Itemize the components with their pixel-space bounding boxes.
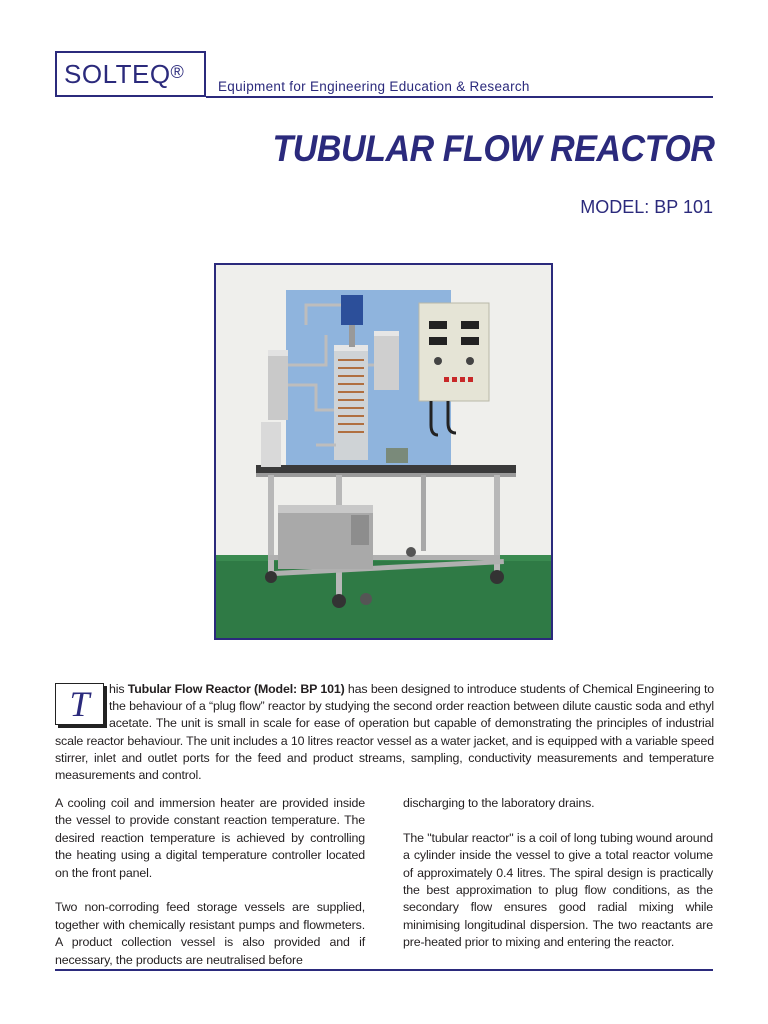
header-divider <box>206 96 713 98</box>
paragraph: Two non-corroding feed storage vessels are supplied, together with chemically resistant pumps and flowmeters. A product collection vessel is also provided and if necessary, the products are neutralised before <box>55 900 365 967</box>
intro-paragraph: his Tubular Flow Reactor (Model: BP 101) has been designed to introduce students of Chemical Engineering to the behaviour of a “plug flow” reactor by studying the second order reaction between dilute caustic soda and ethyl acetate. The unit is small in scale for ease of operation but capable of demonstrating the principles of industrial scale reactor behaviour. The unit includes a 10 litres reactor vessel as a water jacket, and is equipped with a variable speed stirrer, inlet and outlet ports for the feed and product streams, sampling, conductivity measurements and temperature measurements and control. <box>55 682 714 783</box>
brand-logo <box>55 51 206 97</box>
model-number: MODEL: BP 101 <box>580 197 713 217</box>
footer-divider <box>55 969 713 971</box>
product-name: Tubular Flow Reactor (Model: BP 101) <box>127 682 345 696</box>
paragraph: The "tubular reactor" is a coil of long tubing wound around a cylinder inside the vessel to give a total reactor volume of approximately 0.4 litres. The spiral design is practically the best approximation to plug flow conditions, as the secondary flow ensures good radial mixing while minimising longitudinal dispersion. The two reactants are pre-heated prior to mixing and entering the reactor. <box>403 830 713 950</box>
paragraph: A cooling coil and immersion heater are provided inside the vessel to provide constant reaction temperature. The desired reaction temperature is achieved by controlling the heating using a digital temperature controller located on the front panel. <box>55 796 365 880</box>
brand-tagline: Equipment for Engineering Education & Research <box>218 79 530 94</box>
logo-wordmark: SOLTEQ® <box>64 59 185 89</box>
body-column-right <box>403 795 713 969</box>
product-photo <box>214 263 553 640</box>
body-column-left <box>55 795 365 986</box>
page-title: TUBULAR FLOW REACTOR <box>272 128 715 169</box>
drop-cap: T <box>55 683 104 725</box>
paragraph: discharging to the laboratory drains. <box>403 796 595 810</box>
